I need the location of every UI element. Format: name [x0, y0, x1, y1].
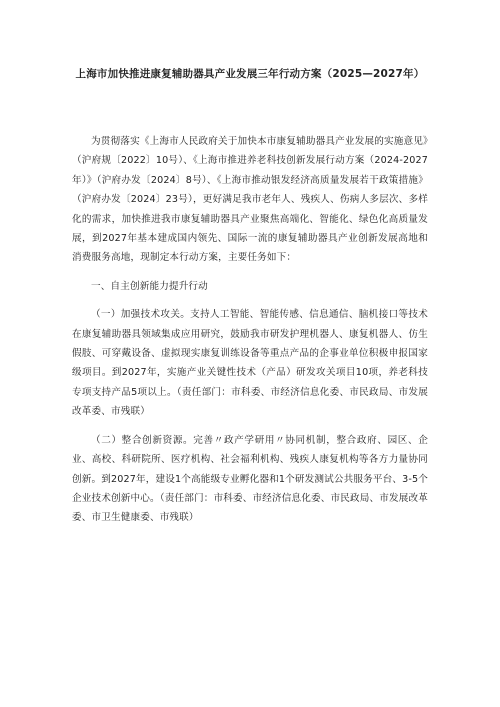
intro-paragraph: 为贯彻落实《上海市人民政府关于加快本市康复辅助器具产业发展的实施意见》（沪府规〔2022〕10号）、《上海市推进养老科技创新发展行动方案（2024-2027年）》（沪府办发〔2024〕8号）、《上海市推动银发经济高质量发展若干政策措施》（沪府办发〔2024〕23号），更好满足我市老年人、残疾人、伤病人多层次、多样化的需求，加快推进我市康复辅助器具产业聚焦高端化、智能化、绿色化高质量发展，到2027年基本建成国内领先、国际一流的康复辅助器具产业创新发展高地和消费服务高地，现制定本行动方案，主要任务如下： [72, 136, 428, 264]
task-item-2: （二）整合创新资源。完善〃政产学研用〃协同机制，整合政府、园区、企业、高校、科研院所、医疗机构、社会福利机构、残疾人康复机构等各方力量协同创新。到2027年，建设1个高能级专业孵化器和1个研发测试公共服务平台、3-5个企业技术创新中心。（责任部门：市科委、市经济信息化委、市民政局、市发展改革委、市卫生健康委、市残联） [72, 434, 428, 524]
document-body [72, 132, 428, 528]
section-heading: 一、自主创新能力提升行动 [91, 280, 208, 292]
task-item-1: （一）加强技术攻关。支持人工智能、智能传感、信息通信、脑机接口等技术在康复辅助器具领域集成应用研究，鼓励我市研发护理机器人、康复机器人、仿生假肢、可穿戴设备、虚拟现实康复训练设备等重点产品的企事业单位积极申报国家级项目。到2027年，实施产业关键性技术（产品）研发攻关项目10项，养老科技专项支持产品5项以上。（责任部门：市科委、市经济信息化委、市民政局、市发展改革委、市残联） [72, 309, 428, 418]
document-title: 上海市加快推进康复辅助器具产业发展三年行动方案（2025—2027年） [75, 68, 425, 80]
